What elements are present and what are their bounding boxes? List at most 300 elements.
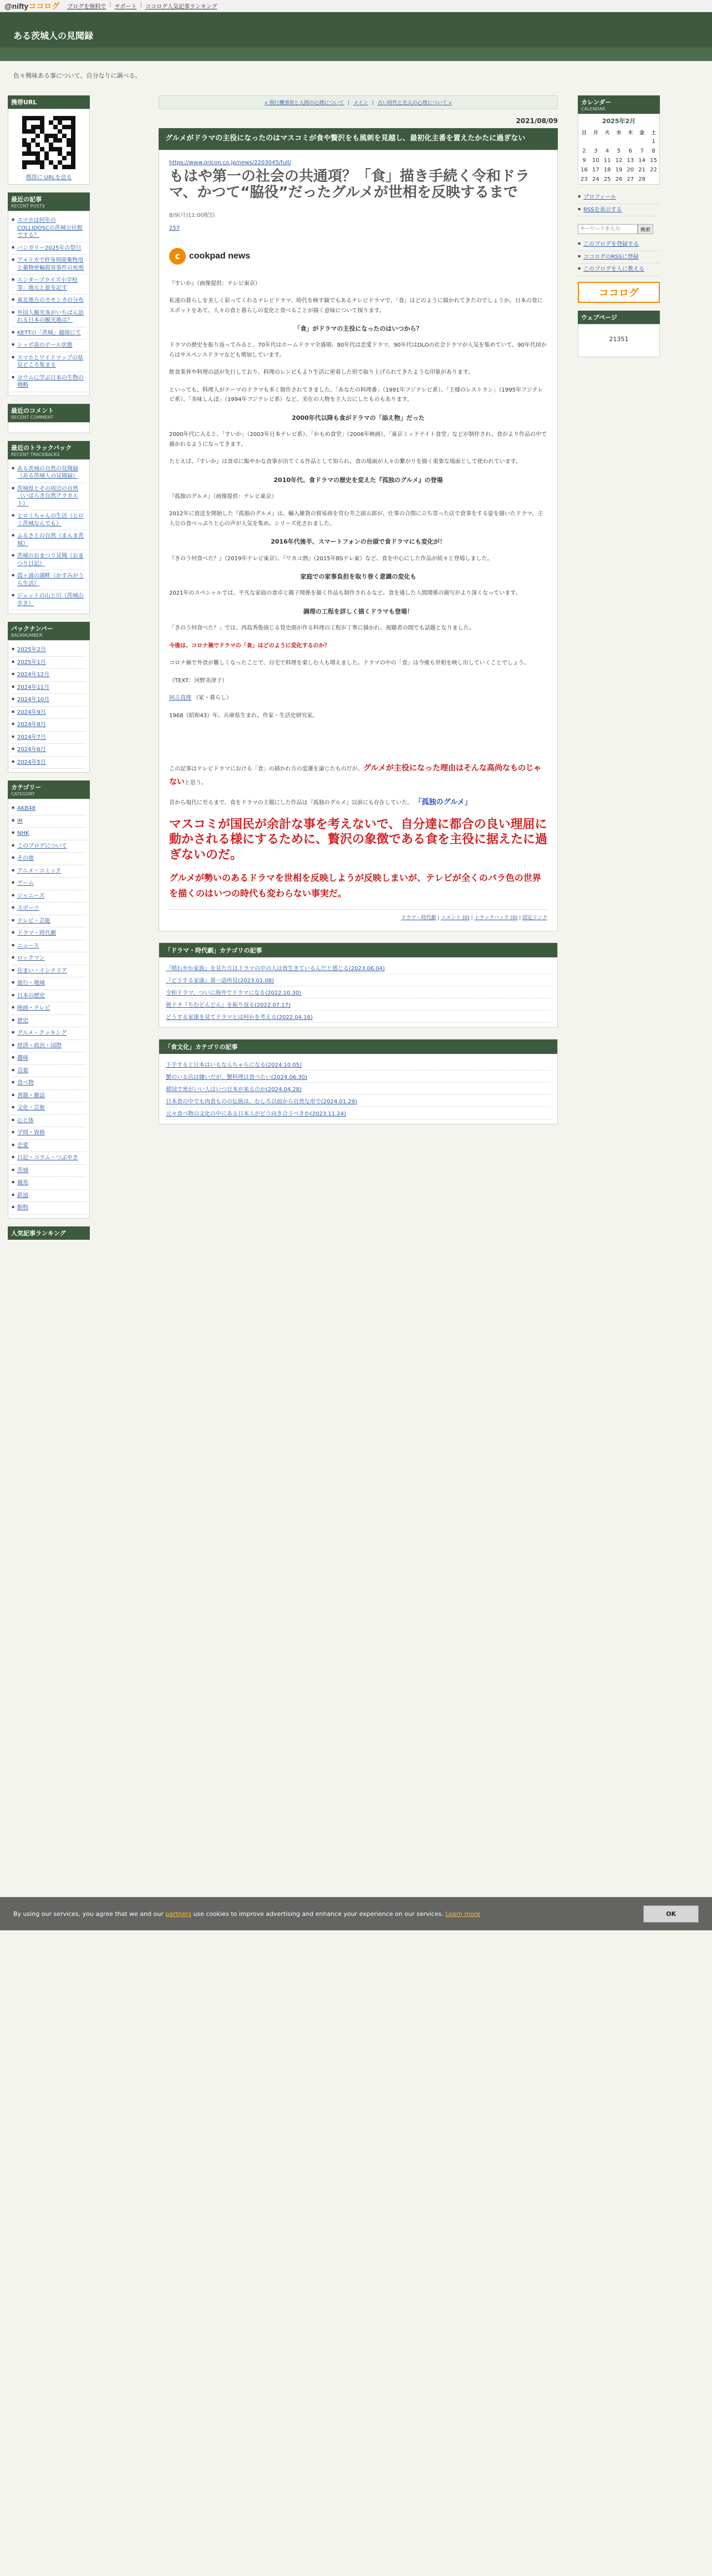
cookie-text: [13, 1910, 480, 1918]
footer-category-link[interactable]: ドラマ・時代劇: [401, 915, 436, 921]
category-item: [12, 1040, 86, 1053]
category-item: [12, 977, 86, 990]
category-item: [12, 990, 86, 1003]
post-footer: ドラマ・時代劇 | コメント (0) | トラックバック (0) | 固定リンク: [169, 909, 547, 923]
backnumber-item: [12, 657, 86, 670]
calendar-title: [578, 95, 660, 114]
section-heading: 2016年代後半、スマートフォンの台頭で食ドラマにも変化が！: [271, 538, 446, 546]
cookie-ok-button[interactable]: OK: [643, 1905, 699, 1923]
category-link[interactable]: 経済・政治・国際: [17, 1042, 62, 1049]
category-title: [8, 780, 90, 799]
related-drama-list: [159, 957, 557, 1027]
category-item: [12, 865, 86, 878]
trackback-link[interactable]: 霞ヶ浦の湖畔（かすみがうら生活）: [17, 573, 84, 587]
backnumber-item: [12, 669, 86, 682]
category-link[interactable]: 日本の歴史: [17, 992, 45, 999]
category-item: [12, 878, 86, 890]
article-byline: 8/9(月)11:00配信: [169, 212, 215, 219]
calendar-day: 15: [650, 158, 657, 164]
add-link-item: [578, 239, 660, 251]
related-food-link[interactable]: 下手すると日本はいもなんちゃらになる(2024.10.05): [166, 1062, 302, 1069]
recent-comments-sub: RECENT COMMENT: [11, 414, 54, 420]
trackback-item: [12, 570, 86, 590]
nifty-logo[interactable]: [4, 1, 59, 12]
calendar-day: [602, 137, 613, 146]
comments-count-link[interactable]: 257: [169, 225, 180, 232]
webpage-title: [578, 311, 660, 324]
calendar-day: [636, 137, 648, 146]
article-spacer: [169, 728, 547, 762]
analysis-highlight: グルメが主役になった理由はそんな高尚なものじゃない: [169, 764, 541, 787]
article-headline: もはや第一の社会の共通項？「食」描き手続く令和ドラマ、かつて“脇役”だったグルメが世相を反映するまで: [169, 168, 530, 201]
calendar-day: 8: [652, 148, 655, 154]
post-title[interactable]: グルメがドラマの主役になったのはマスコミが食や贅沢をも風刺を見越し、最初化主番を置えたかたに過ぎない: [159, 128, 558, 150]
calendar-day: 19: [615, 167, 623, 173]
analysis-text: 昔から現代に至るまで、食をドラマの主題にした作品は『孤独のグルメ』以前にも存在していた。: [169, 800, 413, 807]
article-paragraph: ドラマの歴史を振り返ってみると、70年代はホームドラマ全盛期、80年代は恋愛ドラマ、90年代はDLOの社会ドラマが人気を集めていて、90年代頃からはサスペンスドラマなども増加しています。: [169, 342, 547, 358]
rss-item: [578, 204, 660, 217]
backnumber-sub: BACKNUMBER: [11, 633, 43, 638]
category-link[interactable]: 動物: [17, 1205, 28, 1211]
post-navigation: « 飛行機事故と人間の心理について | メイン | 古い時代と先人の心理について »: [159, 95, 558, 109]
related-food-item: [166, 1071, 551, 1083]
calendar-day: 2: [582, 148, 586, 154]
related-drama-link[interactable]: 『晴れやか家族』を見た方はドラマの中の人は皆生きているんだと感じる(2023.06.04): [166, 966, 385, 972]
calendar-weekday: 土: [651, 130, 657, 136]
category-link[interactable]: 旅行・地域: [17, 980, 45, 986]
calendar-day: [590, 137, 602, 146]
calendar-day: 5: [617, 148, 621, 154]
category-item: [12, 965, 86, 978]
category-link[interactable]: 食べ物: [17, 1080, 34, 1086]
category-link[interactable]: NHK: [17, 830, 29, 836]
calendar-sub: CALENDAR: [581, 107, 606, 111]
recent-comments-title: [8, 404, 90, 422]
backnumber-item: [12, 757, 86, 769]
access-counter: 21351: [609, 335, 629, 343]
analysis-paragraph: [169, 762, 547, 789]
category-item: [12, 853, 86, 865]
category-link[interactable]: 住まい・インテリア: [17, 967, 67, 974]
article-paragraph: 『きのう何食べた？』（2019年テレビ東京）、『ワカコ酒』（2015年BSテレ東）など、食を中心にした作品が続々と登場しました。: [169, 555, 493, 562]
recent-post-link[interactable]: アメリカで終身刑廃棄物用と薬物密輸殺害事件の死刑: [17, 257, 84, 271]
related-drama-box: [159, 942, 558, 1028]
calendar-box: [578, 114, 660, 185]
backnumber-item: [12, 719, 86, 732]
calendar-day: 23: [581, 176, 588, 182]
backnumber-title: [8, 622, 90, 640]
category-item: [12, 1177, 86, 1190]
backnumber-box: [8, 640, 90, 773]
calendar-day: 18: [603, 167, 611, 173]
cookie-text-start: By using our services, you agree that we and our: [13, 1910, 164, 1918]
recent-comments-box: [8, 422, 90, 433]
blog-title[interactable]: ある茨城人の見聞録: [13, 31, 94, 41]
add-link-link[interactable]: ココログのRSSに登録: [583, 253, 639, 260]
top-links: [67, 2, 217, 10]
category-link[interactable]: 茨城: [17, 1167, 28, 1174]
author-bio: 1968（昭和43）年、兵庫県生まれ。作家・生活史研究家。: [169, 712, 318, 719]
category-link[interactable]: 心と体: [17, 1117, 34, 1124]
calendar-weekday: 木: [628, 130, 633, 136]
category-link[interactable]: 趣味: [17, 1055, 28, 1061]
recent-post-item: [12, 372, 86, 392]
category-link[interactable]: ニュース: [17, 942, 39, 949]
related-food-box: [159, 1039, 558, 1124]
calendar-day: 25: [603, 176, 611, 182]
analysis-text: この記事はテレビドラマにおける「食」の描かれ方の変遷を論じたものだが、: [169, 766, 363, 773]
main-content: [159, 95, 558, 1124]
blog-header: [0, 12, 712, 61]
trackback-link[interactable]: ジェットの山と川（茨城山歩き）: [17, 593, 84, 607]
category-list: [12, 803, 86, 1215]
article-paragraph: といっても、料理人がテーマのドラマも多く制作されてきました。「あなたの料理番」（1991年フジテレビ系）、「王様のレストラン」（1995年フジテレビ系）、「美味しんぼ」（1994年フジテレビ系）など、実在の人物を主人公にしたものもあります。: [169, 387, 543, 403]
calendar-day: 27: [627, 176, 634, 182]
top-link-support[interactable]: サポート: [114, 4, 137, 10]
category-link[interactable]: 書籍・雑誌: [17, 1092, 45, 1099]
recent-posts-sub: RECENT POSTS: [11, 204, 45, 209]
category-link[interactable]: 歴史: [17, 1017, 28, 1024]
related-drama-link[interactable]: どうする家康を見てドラマとは何かを考える(2022.04.16): [166, 1015, 313, 1021]
calendar-weekday: 日: [581, 130, 587, 136]
category-item: [12, 1115, 86, 1128]
search-form: [578, 224, 660, 234]
mobile-url-box: [8, 109, 90, 185]
footer-trackback-link[interactable]: トラックバック (0): [474, 915, 518, 921]
search-button[interactable]: 検索: [638, 224, 653, 234]
calendar-weekday: 月: [593, 130, 598, 136]
calendar-day: 4: [605, 148, 609, 154]
rss-link[interactable]: RSSを表示する: [583, 206, 622, 213]
category-link[interactable]: 鉄道: [17, 1192, 28, 1199]
add-links-list: [578, 239, 660, 276]
trackback-item: [12, 530, 86, 550]
category-item: [12, 1127, 86, 1140]
recent-post-link[interactable]: スマホとワイドマップの県見どころ集まる: [17, 354, 84, 368]
source-url-link[interactable]: https://www.oricon.co.jp/news/2203045/full/: [169, 159, 291, 166]
calendar-day: 12: [615, 158, 623, 164]
related-drama-item: [166, 974, 551, 986]
trackback-link[interactable]: ヒロミちゃんの生活（ヒロミ茨城なんでも）: [17, 513, 84, 527]
section-heading: 調理の工程を詳しく描くドラマも登場！: [303, 607, 413, 615]
trackback-link[interactable]: 茨城のおまつり見聞（おまつり日記）: [17, 553, 84, 567]
recent-post-link[interactable]: KETTの「茨城」越境にて: [17, 329, 81, 336]
recent-post-item: [12, 242, 86, 255]
article-paragraph: 2000年代に入ると、「すいか」（2003年日本テレビ系）、「かもめ食堂」（2006年映画）、「東京ミッドナイト食堂」などが制作され、食がより作品の中で描かれるようになってきます。: [169, 432, 547, 448]
category-item: [12, 915, 86, 928]
category-link[interactable]: 学問・資格: [17, 1130, 45, 1136]
category-link[interactable]: ロックマン: [17, 955, 45, 961]
category-item: [12, 1002, 86, 1015]
highlight-heading: 今後は、コロナ禍でドラマの「食」はどのように変化するのか？: [169, 642, 330, 649]
category-item: [12, 803, 86, 815]
analysis-text-end: と思う。: [185, 779, 207, 786]
category-link[interactable]: 恋愛: [17, 1142, 28, 1149]
calendar-day: [624, 137, 636, 146]
recent-post-item: [12, 352, 86, 372]
category-link[interactable]: アニメ・コミック: [17, 868, 62, 874]
article-paragraph: 2021年のスペシャルでは、平凡な家庭の食卓と親子関係を描く作品も制作されるなど、食を通した人間関係の描写がより深くなっています。: [169, 590, 521, 597]
calendar-weekday: 火: [604, 130, 610, 136]
qr-code: [22, 116, 75, 169]
mobile-url-title-text: 携帯URL: [11, 99, 37, 106]
trackbacks-title-text: 最近のトラックバック: [11, 444, 72, 452]
category-item: [12, 815, 86, 828]
trackback-link[interactable]: ある茨城の自然の見聞録（ある茨城人の見聞録）: [17, 465, 78, 479]
category-item: [12, 828, 86, 840]
cookie-banner: [0, 1897, 712, 1930]
category-item: [12, 1015, 86, 1028]
related-food-link[interactable]: 蟹のいる店は嫌いだが、蟹料理は食べたい(2024.06.30): [166, 1074, 308, 1081]
author-link[interactable]: 阿古真理: [169, 695, 191, 702]
profile-link[interactable]: プロフィール: [583, 194, 616, 200]
category-item: [12, 940, 86, 953]
next-post-link[interactable]: 古い時代と先人の心理について »: [377, 100, 452, 106]
post-date: 2021/08/09: [516, 117, 558, 125]
calendar-day: 16: [581, 167, 588, 173]
article-paragraph: 「きのう何食べた？」では、西島秀俊演じる筧史朗が作る料理の工程が丁寧に描かれ、視聴者の間でも話題となりました。: [169, 625, 475, 632]
backnumber-item: [12, 682, 86, 694]
category-item: [12, 1202, 86, 1215]
related-food-link[interactable]: 韓国で寒がいい人はいつ日本が来るのか(2024.04.28): [166, 1087, 302, 1093]
category-link[interactable]: その他: [17, 855, 34, 861]
backnumber-item: [12, 707, 86, 719]
trackback-item: [12, 483, 86, 511]
recent-post-item: [12, 215, 86, 242]
related-drama-item: [166, 962, 551, 974]
trackback-link[interactable]: ふるさとの自然（まんま茨城）: [17, 533, 84, 547]
calendar-day: 3: [594, 148, 598, 154]
backnumber-link[interactable]: 2025年2月: [17, 647, 46, 653]
text-credit: （TEXT：河野美津子）: [169, 677, 228, 684]
mobile-url-title: [8, 95, 90, 109]
backnumber-link[interactable]: 2024年5月: [17, 759, 46, 765]
section-heading: 2010年代、食ドラマの歴史を変えた『孤独のグルメ』の登場: [273, 476, 443, 484]
section-heading: 家庭での家事負担を取り巻く意識の変化も: [300, 573, 416, 581]
calendar-title-text: カレンダー: [581, 99, 612, 106]
recent-posts-box: [8, 211, 90, 396]
search-input[interactable]: [578, 224, 638, 234]
recent-comments-title-text: 最近のコメント: [11, 407, 54, 414]
trackbacks-sub: RECENT TRACKBACKS: [11, 452, 60, 457]
category-item: [12, 1102, 86, 1115]
related-drama-link[interactable]: 令和ドラマ、ついに海外でドラマになる(2022.10.30): [166, 990, 302, 997]
recent-post-link[interactable]: 東北地方のカモシカの分布: [17, 297, 84, 303]
calendar-day: [613, 137, 625, 146]
recent-post-link[interactable]: スマホは何年のCOLLIDOSCの茨城公民館でする？: [17, 217, 83, 239]
recent-post-item: [12, 307, 86, 327]
calendar-day: 14: [638, 158, 645, 164]
top-link-separator: |: [140, 2, 142, 8]
add-link-item: [578, 251, 660, 264]
recent-post-link[interactable]: エンタープライズ小学校等：地元と旅を記す: [17, 277, 78, 291]
calendar-day: 1: [652, 139, 655, 145]
recent-post-item: [12, 275, 86, 295]
recent-post-link[interactable]: バンガリー2025年の祭日: [17, 245, 82, 251]
header-band: [0, 48, 712, 61]
category-box: [8, 799, 90, 1219]
backnumber-item: [12, 694, 86, 707]
related-drama-item: [166, 998, 551, 1011]
category-link[interactable]: 映画・テレビ: [17, 1005, 50, 1011]
category-sub: CATEGORY: [11, 792, 35, 797]
article-caption: 『孤独のグルメ』（画像提供：テレビ東京）: [169, 493, 277, 500]
calendar-weekday: 水: [616, 130, 622, 136]
red-emphasis: マスコミが国民が余計な事を考えないで、自分達に都合の良い理屈に動かされる様にするために、贅沢の象徴である食を主役に据えたに過ぎないのだ。: [169, 817, 548, 862]
profile-item: [578, 191, 660, 204]
recent-post-link[interactable]: ヨウムに学ぶ日本の生物の戦略: [17, 374, 84, 388]
trackback-link[interactable]: 茨城県とその周辺の自然（いばらき自然アラカルト）: [17, 485, 78, 507]
calendar-day: 26: [615, 176, 623, 182]
trackback-item: [12, 550, 86, 570]
category-link[interactable]: AKB48: [17, 805, 35, 812]
related-food-item: [166, 1058, 551, 1071]
category-title-text: カテゴリー: [11, 784, 42, 791]
related-drama-link[interactable]: 『どうする家康』第一話所見(2023.01.08): [166, 978, 274, 985]
top-link-ranking[interactable]: ココログ人気記事ランキング: [145, 4, 217, 10]
calendar-table: [578, 128, 659, 184]
category-link[interactable]: 音楽: [17, 1067, 28, 1074]
home-link[interactable]: メイン: [353, 100, 368, 106]
related-food-item: [166, 1083, 551, 1095]
backnumber-link[interactable]: 2024年12月: [17, 672, 50, 678]
category-link[interactable]: 文化・芸術: [17, 1105, 45, 1111]
footer-permalink[interactable]: 固定リンク: [522, 915, 547, 921]
cookpad-icon: c: [169, 248, 186, 265]
profile-links: [578, 191, 660, 216]
calendar-day: 9: [582, 158, 586, 164]
calendar-day: 7: [640, 148, 644, 154]
related-food-link[interactable]: 元々食べ物の文化の中にある日本人がどう向き合うべきか(2023.11.24): [166, 1111, 347, 1118]
cookpad-news-text: cookpad news: [189, 251, 251, 261]
calendar-day: 10: [592, 158, 599, 164]
category-item: [12, 1027, 86, 1040]
category-item: [12, 1152, 86, 1165]
counter-box: [578, 324, 660, 357]
calendar-weekday: 金: [639, 130, 645, 136]
top-link-separator: |: [109, 2, 111, 8]
category-item: [12, 1077, 86, 1090]
add-link-link[interactable]: このブログを人に教える: [583, 266, 644, 272]
category-item: [12, 1090, 86, 1103]
article-paragraph: 飲食業界や料理の話が先行しており、料理のレシピもより生活に密着した形で取り上げられてきたような印象があります。: [169, 369, 474, 376]
calendar-day: [578, 137, 590, 146]
add-link-link[interactable]: このブログを登録する: [583, 241, 639, 247]
backnumber-link[interactable]: 2024年8月: [17, 722, 46, 728]
calendar-day: 17: [592, 167, 599, 173]
category-item: [12, 1065, 86, 1078]
article-body: [159, 150, 558, 931]
calendar-day: 21: [638, 167, 645, 173]
ranking-title-text: 人気記事ランキング: [11, 1229, 66, 1237]
related-food-list: [159, 1054, 557, 1124]
article-paragraph: 私達の暮らしを美しく彩ってくれるテレビドラマ。時代を映す鏡でもあるテレビドラマで、「食」はどのように描かれてきたのでしょうか。日本の食にスポットをあて、人々の食と暮らしの変化と食べることが描く意味について探ります。: [169, 298, 543, 314]
related-food-link[interactable]: 日本食の中でも肉食ものの伝統は、むしろ以前から自然な形で(2024.01.29): [166, 1099, 358, 1106]
category-link[interactable]: テレビ・芸能: [17, 917, 50, 924]
category-item: [12, 1190, 86, 1203]
trackback-item: [12, 510, 86, 530]
category-link[interactable]: ジャニーズ: [17, 893, 45, 899]
cookpad-news-logo: [169, 248, 547, 265]
recent-post-link[interactable]: シッポ流のボール状態: [17, 342, 73, 348]
trackbacks-box: [8, 459, 90, 615]
backnumber-link[interactable]: 2024年11月: [17, 684, 50, 691]
calendar-month: 2025年2月: [578, 114, 659, 128]
ranking-title: [8, 1226, 90, 1240]
analysis-emphasis: グルメが勢いのあるドラマを世相を反映しようが反映しまいが、テレビが全くのバラ色の世界を描くのはいつの時代も変わらない事実だ。: [169, 873, 541, 899]
category-link[interactable]: 日記・コラム・つぶやき: [17, 1155, 78, 1161]
cocolog-badge[interactable]: ココログ: [578, 282, 660, 303]
calendar-day: 24: [592, 176, 599, 182]
category-item: [12, 1052, 86, 1065]
category-item: [12, 952, 86, 965]
related-drama-title: 「ドラマ・時代劇」カテゴリの記事: [159, 943, 557, 957]
top-link-create-blog[interactable]: ブログを無料で: [67, 4, 106, 10]
trackback-item: [12, 463, 86, 483]
article-caption: 『すいか』（画像提供：テレビ東京）: [169, 280, 261, 287]
backnumber-link[interactable]: 2024年10月: [17, 697, 50, 703]
recent-post-item: [12, 339, 86, 352]
category-item: [12, 1140, 86, 1153]
calendar-day: 6: [628, 148, 632, 154]
category-item: [12, 1165, 86, 1178]
nifty-logo-suffix: ココログ: [28, 1, 60, 11]
category-link[interactable]: ドラマ・時代劇: [17, 930, 56, 936]
recent-post-link[interactable]: 外国人観光客がいちばん訪れる日本の観光地は？: [17, 310, 84, 323]
cookie-learn-more-link[interactable]: Learn more: [445, 1910, 480, 1918]
prev-post-link[interactable]: « 飛行機事故と人間の心理について: [265, 100, 344, 106]
section-heading: 「食」がドラマの主役になったのはいつから？: [294, 325, 423, 333]
section-heading: 2000年代以降も食がドラマの「添え物」だった: [292, 414, 425, 422]
category-item: [12, 840, 86, 853]
blog-description: 色々興味ある事について、自分なりに調べる。: [13, 72, 141, 79]
backnumber-link[interactable]: 2024年9月: [17, 709, 46, 716]
top-bar: [0, 0, 712, 12]
cookie-partners-link[interactable]: partners: [165, 1910, 191, 1918]
add-link-item: [578, 263, 660, 276]
category-link[interactable]: 競馬: [17, 1180, 28, 1186]
related-drama-link[interactable]: 朝ドラ『ちむどんどん』を振り返る(2022.07.17): [166, 1002, 291, 1009]
send-url-link[interactable]: 携帯に URLを送る: [26, 175, 72, 181]
trackbacks-title: [8, 441, 90, 459]
comments-count[interactable]: [169, 224, 547, 234]
backnumber-link[interactable]: 2025年1月: [17, 659, 46, 666]
backnumber-link[interactable]: 2024年6月: [17, 747, 46, 753]
backnumber-link[interactable]: 2024年7月: [17, 734, 46, 741]
category-link[interactable]: このブログについて: [17, 843, 67, 849]
category-link[interactable]: IR: [17, 818, 23, 824]
blue-highlight: 「孤独のグルメ」: [414, 798, 472, 807]
recent-posts-title-text: 最近の記事: [11, 196, 42, 203]
recent-post-item: [12, 327, 86, 340]
category-item: [12, 927, 86, 940]
related-drama-item: [166, 986, 551, 998]
recent-posts-list: [12, 215, 86, 392]
related-food-item: [166, 1107, 551, 1119]
recent-post-item: [12, 255, 86, 275]
category-item: [12, 890, 86, 903]
recent-posts-title: [8, 192, 90, 211]
category-link[interactable]: グルメ・クッキング: [17, 1030, 67, 1036]
webpage-title-text: ウェブページ: [581, 313, 617, 321]
footer-comments-link[interactable]: コメント (0): [441, 915, 470, 921]
right-sidebar: [578, 95, 660, 357]
left-sidebar: [8, 95, 90, 1240]
category-link[interactable]: ゲーム: [17, 880, 34, 886]
analysis-paragraph: [169, 797, 547, 809]
nifty-logo-prefix: @nifty: [4, 1, 29, 11]
category-link[interactable]: スポーツ: [17, 905, 39, 911]
